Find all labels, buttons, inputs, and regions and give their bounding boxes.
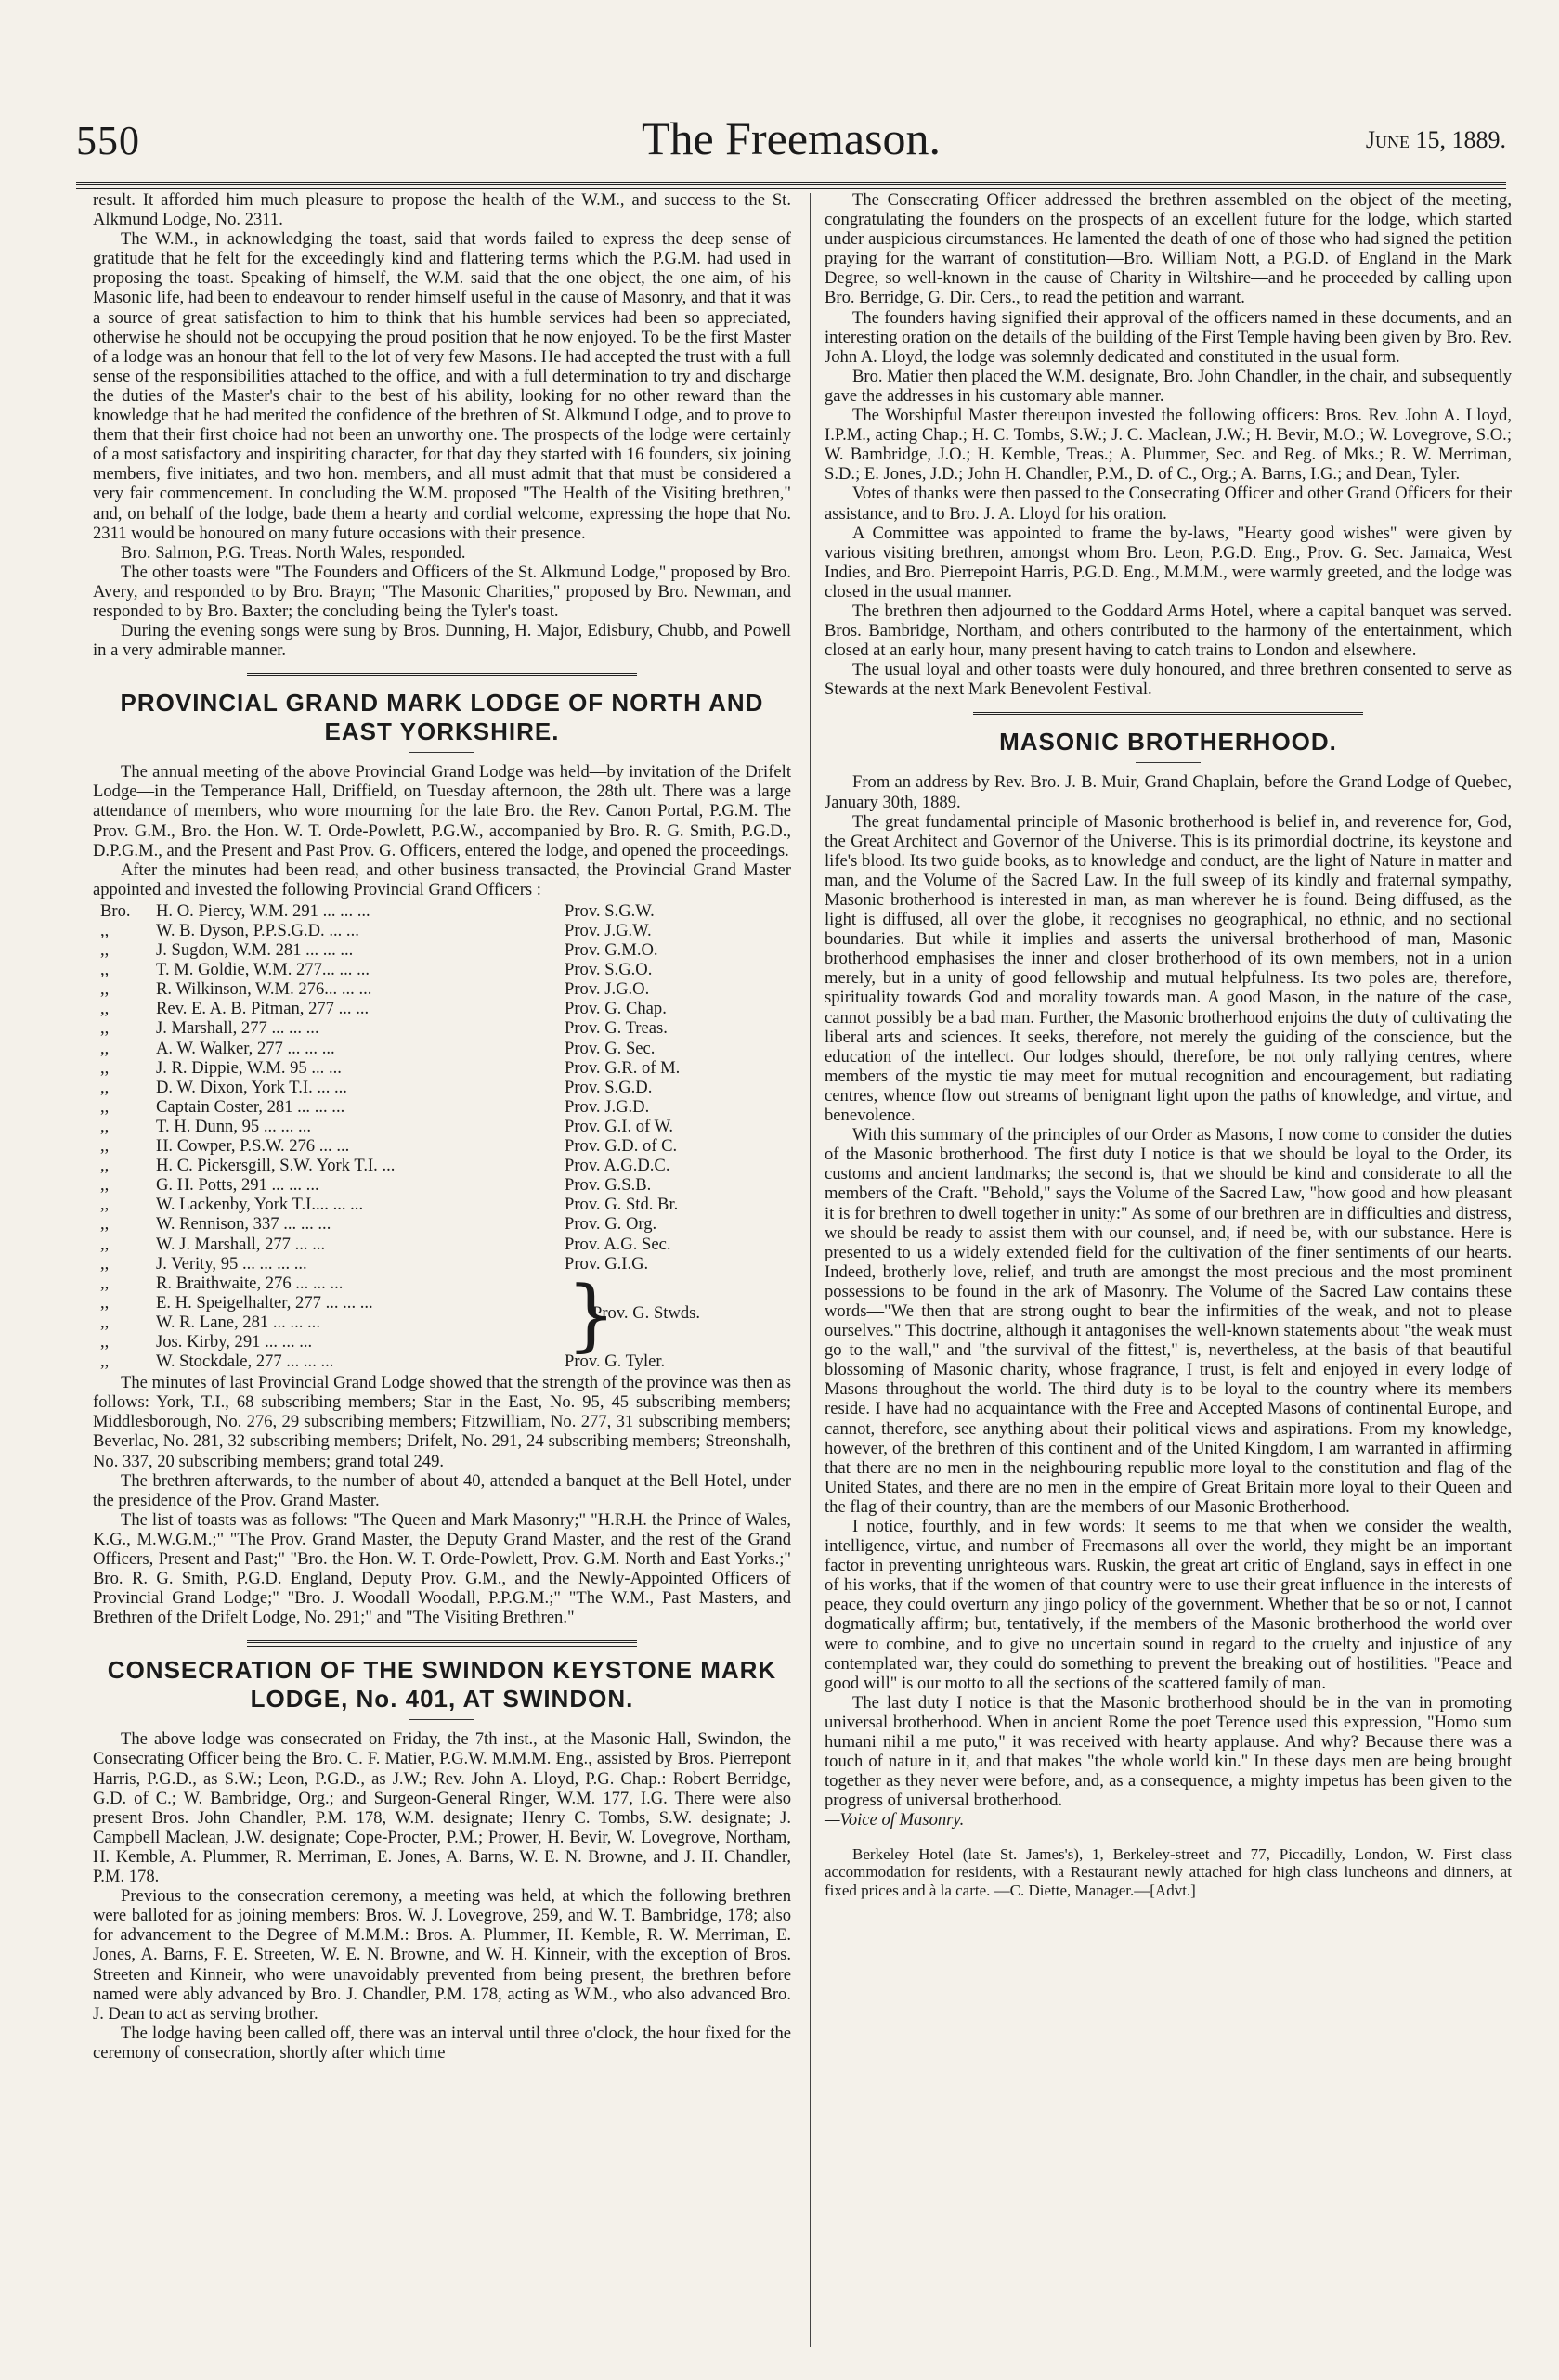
paragraph: The above lodge was consecrated on Friday, the 7th inst., at the Masonic Hall, Swindon, the Consecrating Officer being the Bro. C. F. Matier, P.G.W. M.M.M. Eng., assisted by Bros. Pierrepont Harris, P.G.D., as S.W.; Leon, P.G.D., as J.W.; Rev. John A. Lloyd, P.G. Chap.: Robert Berridge, G.D. of C.; W. Bambridge, Org.; and Surgeon-General Ringer, W.M. 177, I.G. There were also present Bros. John Chandler, P.M. 178, W.M. designate; Henry C. Tombs, S.W. designate; J. Campbell Maclean, J.W. designate; Cope-Procter, P.M.; Prower, H. Bevir, W. Lovegrove, Northam, H. Kemble, A. Plummer, R. Merriman, E. Jones, A. Barns, W. E. N. Browne, and J. H. Chandler, P.M. 178. (93, 1729, 791, 1887)
stewards-group (93, 1268, 791, 1360)
paragraph: A Committee was appointed to frame the by-laws, "Hearty good wishes" were given by various visiting brethren, amongst whom Bro. Leon, P.G.D. Eng., Prov. G. Sec. Jamaica, West Indies, and Bro. Pierrepoint Harris, P.G.D. Eng., M.M.M., were warmly greeted, and the lodge was closed in the usual manner. (825, 523, 1512, 601)
paragraph: Votes of thanks were then passed to the Consecrating Officer and other Grand Officers for their assistance, and to Bro. J. A. Lloyd for his oration. (825, 484, 1512, 524)
officer-row: ,, Rev. E. A. B. Pitman, 277 ... ... Prov. G. Chap. (100, 999, 667, 1019)
paragraph: The brethren then adjourned to the Goddard Arms Hotel, where a capital banquet was served. Bros. Bambridge, Northam, and others contributed to the harmony of the entertainment, which closed at an early hour, many present having to catch trains to London and elsewhere. (825, 601, 1512, 661)
paragraph: The Consecrating Officer addressed the brethren assembled on the object of the meeting, congratulating the founders on the prospects of an excellent future for the lodge, which started under auspicious circumstances. He lamented the death of one of those who had signed the petition praying for the warrant of constitution—Bro. William Nott, a P.G.D. of England in the Mark Degree, so well-known in the cause of Charity in Wiltshire—and he proceeded by calling upon Bro. Berridge, G. Dir. Cers., to read the petition and warrant. (825, 190, 1512, 308)
paragraph: The list of toasts was as follows: "The Queen and Mark Masonry;" "H.R.H. the Prince of Wales, K.G., M.W.G.M.;" "The Prov. Grand Master, the Deputy Grand Master, and the rest of the Grand Officers, Present and Past;" "Bro. the Hon. W. T. Orde-Powlett, Prov. G.M. North and East Yorks.;" Bro. R. G. Smith, P.G.D. England, Deputy Prov. G.M., and the Newly-Appointed Officers of Provincial Grand Lodge;" "Bro. J. Woodall Woodall, P.P.G.M.;" "The W.M., Past Masters, and Brethren of the Drifelt Lodge, No. 291;" and "The Visiting Brethren." (93, 1509, 791, 1628)
section-rule (973, 712, 1363, 718)
officer-row: ,, R. Wilkinson, W.M. 276... ... ... Prov. J.G.O. (100, 979, 650, 1000)
right-column (825, 190, 1512, 1899)
officer-row: ,, R. Braithwaite, 276 ... ... ... (100, 1273, 344, 1293)
officer-row: ,, H. C. Pickersgill, S.W. York T.I. ... Prov. A.G.D.C. (100, 1156, 670, 1176)
officer-row: ,, A. W. Walker, 277 ... ... ... Prov. G. Sec. (100, 1038, 656, 1058)
officer-row: ,, T. M. Goldie, W.M. 277... ... ... Prov. S.G.O. (100, 960, 653, 980)
paragraph: The annual meeting of the above Provincial Grand Lodge was held—by invitation of the Drifelt Lodge—in the Temperance Hall, Driffield, on Tuesday afternoon, the 28th ult. There was a large attendance of members, who wore mourning for the late Bro. the Rev. Canon Portal, P.G.M. The Prov. G.M., Bro. the Hon. W. T. Orde-Powlett, P.G.W., accompanied by Bro. R. G. Smith, P.G.D., D.P.G.M., and the Present and Past Prov. G. Officers, entered the lodge, and opened the proceedings. (93, 762, 791, 860)
officer-row: ,, W. R. Lane, 281 ... ... ... (100, 1312, 320, 1332)
officer-row: ,, J. Sugdon, W.M. 281 ... ... ... Prov. G.M.O. (100, 940, 658, 961)
paragraph: Previous to the consecration ceremony, a meeting was held, at which the following brethren were balloted for as joining members: Bros. W. J. Lovegrove, 259, and W. T. Bambridge, 178; also for advancement to the Degree of M.M.M.: Bros. A. Plummer, H. Kemble, R. W. Merriman, E. Jones, A. Barns, F. E. Streeten, W. E. N. Browne, and W. H. Kinneir, with the exception of Bros. Streeten and Kinneir, who were unavoidably prevented from being present, the brethren before named were ably advanced by Bro. J. Chandler, P.M. 178, acting as W.M., who also advanced Bro. J. Dean to act as serving brother. (93, 1886, 791, 2024)
paragraph: I notice, fourthly, and in few words: It seems to me that when we consider the wealth, intelligence, virtue, and number of Freemasons all over the world, they might be an important factor in preventing unrighteous wars. Ruskin, the great art critic of England, says in effect in one of his works, that if the women of that country were to use their great influence in the interests of peace, they could overturn any jingo policy of the government. Whether that be so or not, I cannot dogmatically affirm; but, tentatively, if the members of the Masonic brotherhood the world over were to combine, and to give no uncertain sound in regard to the cruelty and injustice of any contemplated war, they could do something to prevent the breaking out of hostilities. "Peace and good will" is our motto to all the sections of the scattered family of man. (825, 1517, 1512, 1693)
section-rule (247, 1640, 637, 1647)
paragraph: From an address by Rev. Bro. J. B. Muir, Grand Chaplain, before the Grand Lodge of Quebec, January 30th, 1889. (825, 772, 1512, 812)
paragraph: The W.M., in acknowledging the toast, said that words failed to express the deep sense of gratitude that he felt for the exceedingly kind and flattering terms which the P.G.M. had used in proposing the toast. Speaking of himself, the W.M. said that the one object, the one aim, of his Masonic life, had been to endeavour to render himself useful in the cause of Masonry, and that it was a source of great satisfaction to him to think that his humble services had been so appreciated, otherwise he should not be occupying the proud position that he now enjoyed. To be the first Master of a lodge was an honour that fell to the lot of very few Masons. He had accepted the trust with a full sense of the responsibilities attached to the office, and with a full determination to try and discharge the duties of the Master's chair to the best of his ability, looking for no other reward than the knowledge that he had merited the confidence of the brethren of St. Alkmund Lodge, and to prove to them that their first choice had not been an unworthy one. The prospects of the lodge were certainly of a most satisfactory and inspiriting character, for that day they started with 16 founders, six joining members, five initiates, and two hon. members, and all must admit that that must be considered a very fair commencement. In concluding the W.M. proposed "The Health of the Visiting brethren," and, on behalf of the lodge, bade them a hearty and cordial welcome, expressing the hope that No. 2311 would be honoured on many future occasions with their presence. (93, 229, 791, 543)
officer-row: Bro. H. O. Piercy, W.M. 291 ... ... ... Prov. S.G.W. (100, 900, 655, 921)
section-rule (247, 673, 637, 679)
officer-row: ,, T. H. Dunn, 95 ... ... ... Prov. G.I. of W. (100, 1116, 674, 1136)
officer-row: ,, W. Stockdale, 277 ... ... ... Prov. G. Tyler. (100, 1352, 666, 1372)
masthead-title: The Freemason. (641, 112, 942, 164)
officer-row: ,, W. Lackenby, York T.I.... ... ... Prov. G. Std. Br. (100, 1195, 679, 1215)
officer-row: ,, J. R. Dippie, W.M. 95 ... ... Prov. G.R. of M. (100, 1057, 681, 1078)
officer-row: ,, G. H. Potts, 291 ... ... ... Prov. G.S.B. (100, 1175, 652, 1196)
officer-row: ,, D. W. Dixon, York T.I. ... ... Prov. S.G.D. (100, 1077, 653, 1097)
left-column (93, 190, 791, 2063)
article-heading: MASONIC BROTHERHOOD. (999, 728, 1337, 757)
paragraph: After the minutes had been read, and other business transacted, the Provincial Grand Master appointed and invested the following Provincial Grand Officers : (93, 860, 791, 899)
paragraph: The great fundamental principle of Masonic brotherhood is belief in, and reverence for, God, the Great Architect and Governor of the Universe. This is its primordial doctrine, its keystone and life's blood. Its two guide books, as to knowledge and conduct, are the light of Nature in matter and man, and the Volume of the Sacred Law. In the full sweep of its kindly and fraternal sympathy, Masonic brotherhood is interested in man, as man wherever he is found. Being diffused, as the light is diffused, all over the globe, it recognises no geographical, no ethnic, and no sectional boundaries. But while it implies and asserts the universal brotherhood of man, Masonic brotherhood emphasises the inner and closer brotherhood of its own members, not in a union merely, but in a unity of good fellowship and mutual helpfulness. Its two poles are, therefore, spirituality towards God and morality towards man. A good Mason, in the nature of the case, cannot possibly be a bad man. Further, the Masonic brotherhood enjoins the duty of cultivating the liberal arts and sciences. It seeks, therefore, not merely the guiding of the conscience, but the education of the intellect. Our lodges should, therefore, be not only rallying centres, where members of the mystic tie may meet for mutual recognition and encouragement, but radiating centres, whence flow out streams of benignant light upon the paths of knowledge, and virtue, and benevolence. (825, 811, 1512, 1126)
paragraph: Bro. Matier then placed the W.M. designate, Bro. John Chandler, in the chair, and subsequently gave the addresses in his customary able manner. (825, 366, 1512, 406)
officer-row: ,, H. Cowper, P.S.W. 276 ... ... Prov. G.D. of C. (100, 1136, 678, 1157)
paragraph: The last duty I notice is that the Masonic brotherhood should be in the van in promoting universal brotherhood. When in ancient Rome the poet Terence used this expression, "Homo sum humani nihil a me puto," it was received with hearty applause. And why? Because there was a touch of nature in it, and that makes "the whole world kin." In these days men are being brought together as they never were before, and, as a consequence, a mighty impetus has been given to the progress of universal brotherhood. (825, 1692, 1512, 1811)
officer-row: ,, J. Marshall, 277 ... ... ... Prov. G. Treas. (100, 1018, 668, 1039)
paragraph: Bro. Salmon, P.G. Treas. North Wales, responded. (121, 542, 466, 563)
advertisement: Berkeley Hotel (late St. James's), 1, Berkeley-street and 77, Piccadilly, London, W. First class accommodation for residents, with a Restaurant newly attached for high class luncheons and dinners, at fixed prices and à la carte. —C. Diette, Manager.—[Advt.] (825, 1844, 1512, 1899)
officers-list (93, 901, 791, 1371)
officer-row: ,, W. J. Marshall, 277 ... ... Prov. A.G. Sec. (100, 1234, 671, 1254)
officer-row: ,, J. Verity, 95 ... ... ... ... Prov. G.I.G. (100, 1253, 649, 1274)
officer-row: ,, Jos. Kirby, 291 ... ... ... (100, 1331, 313, 1352)
officer-row: ,, Captain Coster, 281 ... ... ... Prov. J.G.D. (100, 1096, 650, 1117)
header-rule (76, 182, 1506, 189)
paragraph: The Worshipful Master thereupon invested the following officers: Bros. Rev. John A. Lloyd, I.P.M., acting Chap.; H. C. Tombs, S.W.; J. C. Maclean, J.W.; H. Bevir, M.O.; W. Lovegrove, S.O.; W. Bambridge, J.O.; H. Kemble, Treas.; A. Plummer, Sec. and Reg. of Mks.; R. W. Merriman, S.D.; E. Jones, J.D.; John H. Chandler, P.M., D. of C., Org.; A. Barns, I.G.; and Dean, Tyler. (825, 406, 1512, 485)
page-header (76, 111, 1506, 186)
paragraph: With this summary of the principles of our Order as Masons, I now come to consider the duties of the Masonic brotherhood. The first duty I notice is that we should be loyal to the Order, its customs and ancient landmarks; the second is, that we should be kind and considerate to all the members of the Craft. "Behold," says the Volume of the Sacred Law, "how good and how pleasant it is for brethren to dwell together in unity:" As some of our brethren are in difficulties and distress, we should be ready to assist them with our counsel, and, if need be, with our substance. Here is presented to us a widely extended field for the cultivation of the finer sentiments of our hearts. Indeed, brotherly love, relief, and truth are amongst the most precious and the most prominent possessions to be found in the ark of Masonry. The Volume of the Sacred Law contains these words—"We then that are strong ought to bear the infirmities of the weak, and not to please ourselves." This doctrine, although it antagonises the well-known statements about "the weak must go to the wall," and "the survival of the fittest," is, nevertheless, at the basis of that beautiful blossoming of Masonic charity, whose fragrance, I trust, is felt and enjoyed in every lodge of Masons throughout the world. The third duty is to be loyal to the country where its members reside. I have had no acquaintance with the Free and Accepted Masons of continental Europe, and cannot, therefore, see anything about their political views and aspirations. From my knowledge, however, of the brethren of this continent and of the United Kingdom, I am warranted in affirming that there are no men in the neighbouring republic more loyal to the constitution and flag of the United States, and there are no men in the empire of Great Britain more loyal to their Queen and the flag of their country, than are the members of our Masonic Brotherhood. (825, 1125, 1512, 1517)
heading-dash (409, 752, 474, 753)
paragraph: The lodge having been called off, there was an interval until three o'clock, the hour fixed for the ceremony of consecration, shortly after which time (93, 2023, 791, 2063)
paragraph: The brethren afterwards, to the number of about 40, attended a banquet at the Bell Hotel, under the presidence of the Prov. Grand Master. (93, 1470, 791, 1510)
officer-row: ,, E. H. Speigelhalter, 277 ... ... ... (100, 1292, 373, 1313)
column-divider (810, 193, 811, 2347)
article-heading: PROVINCIAL GRAND MARK LODGE OF NORTH AND EAST YORKSHIRE. (120, 689, 764, 746)
paragraph: result. It afforded him much pleasure to propose the health of the W.M., and success to the St. Alkmund Lodge, No. 2311. (93, 190, 791, 230)
officer-row: ,, W. Rennison, 337 ... ... ... Prov. G. Org. (100, 1214, 657, 1235)
issue-date: June 15, 1889. (1365, 126, 1506, 153)
heading-dash (409, 1719, 474, 1720)
page-number: 550 (76, 118, 140, 163)
source-credit: —Voice of Masonry. (825, 1810, 965, 1830)
paragraph: The other toasts were "The Founders and Officers of the St. Alkmund Lodge," proposed by Bro. Avery, and responded to by Bro. Brayn; "The Masonic Charities," proposed by Bro. Newman, and responded to by Bro. Baxter; the concluding being the Tyler's toast. (93, 562, 791, 621)
stewards-office: Prov. G. Stwds. (592, 1302, 701, 1323)
article-heading: CONSECRATION OF THE SWINDON KEYSTONE MARK LODGE, No. 401, AT SWINDON. (107, 1656, 777, 1714)
paragraph: During the evening songs were sung by Bros. Dunning, H. Major, Edisbury, Chubb, and Powell in a very admirable manner. (93, 621, 791, 661)
heading-dash (1136, 762, 1201, 763)
paragraph: The usual loyal and other toasts were duly honoured, and three brethren consented to serve as Stewards at the next Mark Benevolent Festival. (825, 660, 1512, 700)
brace-glyph: } (566, 1268, 617, 1360)
paragraph: The minutes of last Provincial Grand Lodge showed that the strength of the province was then as follows: York, T.I., 68 subscribing members; Star in the East, No. 95, 45 subscribing members; Middlesborough, No. 276, 29 subscribing members; Fitzwilliam, No. 277, 31 subscribing members; Beverlac, No. 281, 32 subscribing members; Drifelt, No. 291, 24 subscribing members; Streonshalh, No. 337, 20 subscribing members; grand total 249. (93, 1373, 791, 1471)
paragraph: The founders having signified their approval of the officers named in these documents, and an interesting oration on the details of the building of the First Temple having been given by Bro. Rev. John A. Lloyd, the lodge was solemnly dedicated and constituted in the usual form. (825, 307, 1512, 367)
officer-row: ,, W. B. Dyson, P.P.S.G.D. ... ... Prov. J.G.W. (100, 921, 652, 940)
